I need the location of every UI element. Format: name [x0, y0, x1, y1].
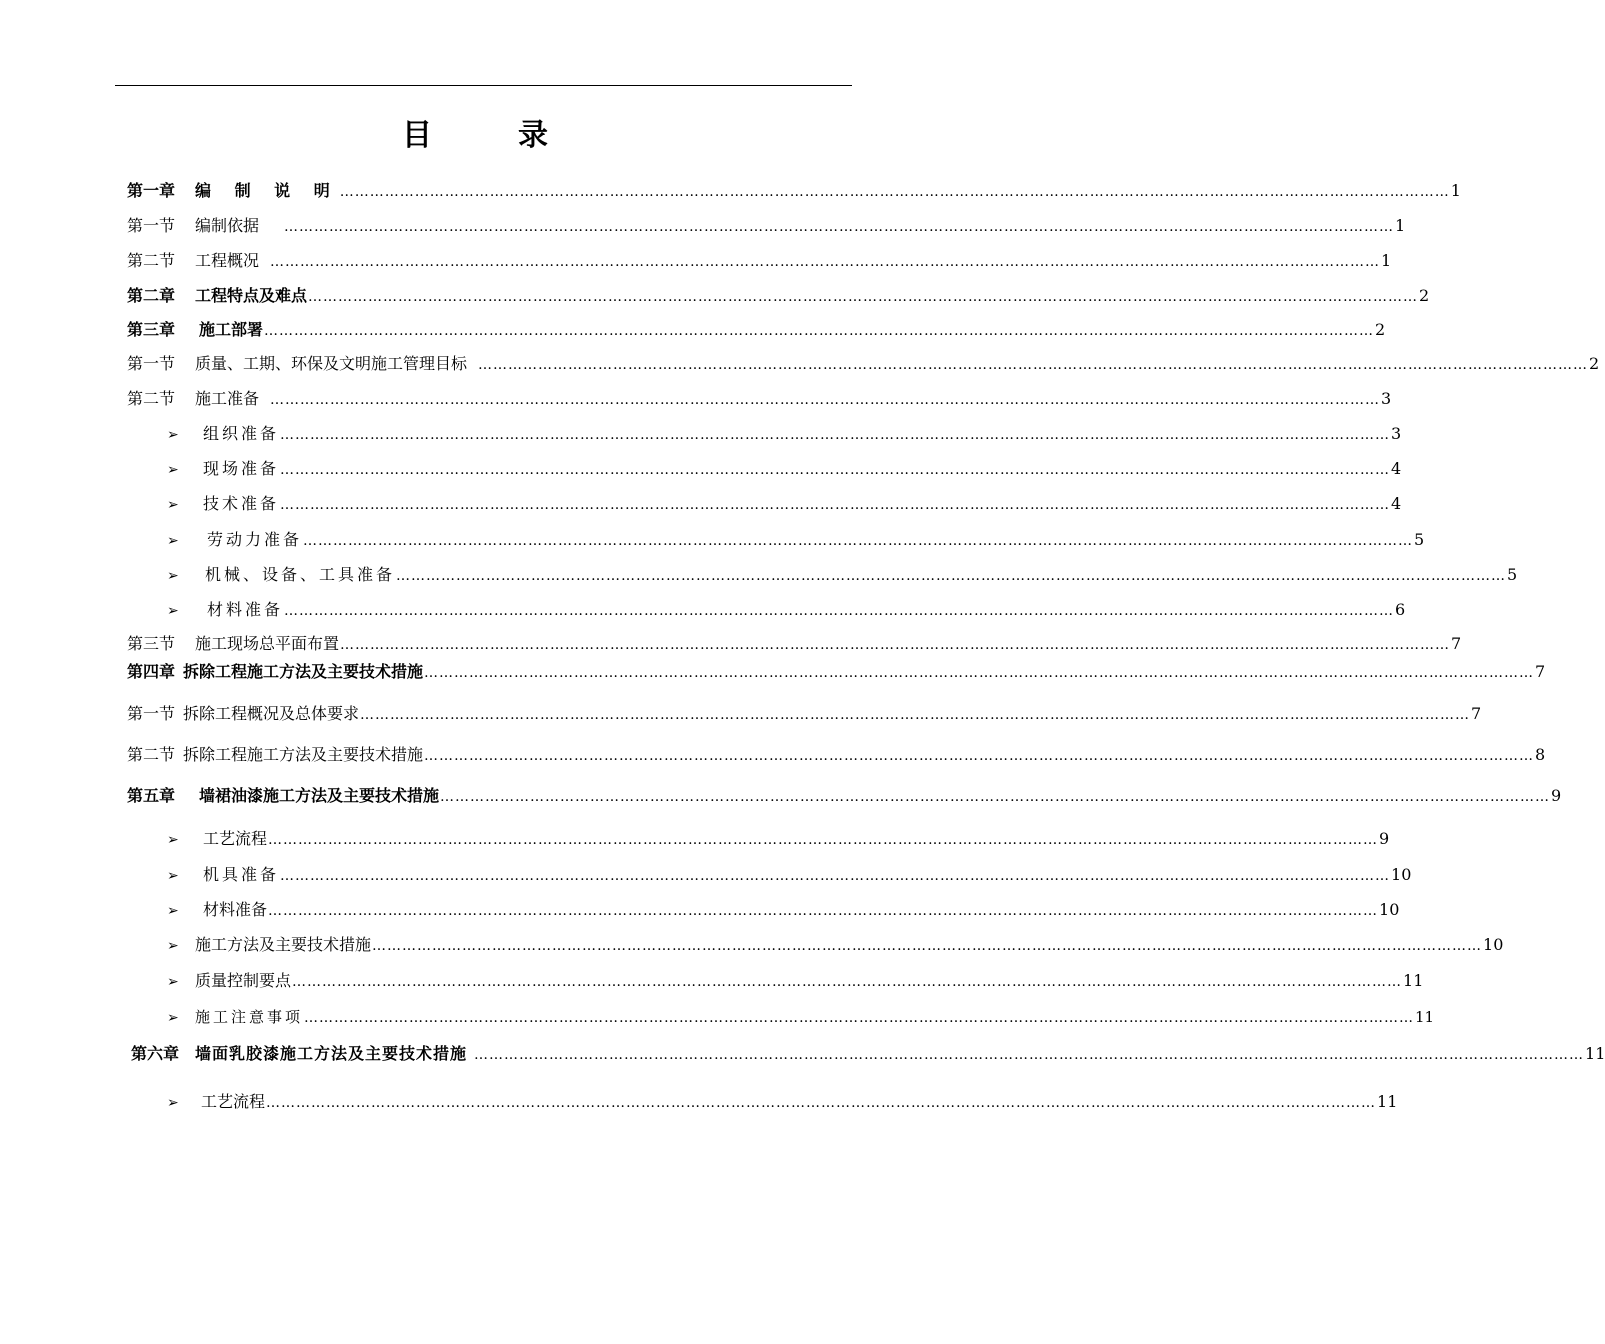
- entry-text: 质量、工期、环保及文明施工管理目标: [195, 354, 468, 373]
- toc-entry-section[interactable]: [127, 702, 1482, 726]
- toc-entry-chapter-6[interactable]: [131, 1042, 1605, 1066]
- entry-text: 编 制 说 明: [195, 181, 339, 200]
- page-number: 9: [1379, 829, 1390, 848]
- arrow-bullet-icon: ➢: [167, 832, 179, 848]
- entry-text: 拆除工程施工方法及主要技术措施: [183, 662, 424, 681]
- arrow-bullet-icon: ➢: [167, 603, 179, 619]
- toc-entry-item[interactable]: [167, 563, 1518, 587]
- page-number: 4: [1391, 494, 1402, 513]
- toc-entry-section[interactable]: [127, 632, 1462, 656]
- entry-number: 第三章: [127, 320, 176, 339]
- leader-dots: ……………………………………………………………………………………………………………………………………………………………………………………………………: [304, 1010, 1415, 1026]
- entry-text: 拆除工程概况及总体要求: [183, 704, 360, 723]
- page-number: 5: [1414, 530, 1425, 549]
- page-number: 2: [1589, 354, 1600, 373]
- entry-text: 材料准备: [207, 600, 284, 619]
- toc-entry-item[interactable]: [167, 933, 1504, 957]
- page-number: 2: [1375, 320, 1386, 339]
- entry-text: 工程特点及难点: [195, 286, 308, 305]
- page-number: 10: [1391, 865, 1412, 884]
- entry-number: 第一节: [127, 704, 176, 723]
- page-number: 11: [1377, 1092, 1398, 1111]
- page-number: 5: [1507, 565, 1518, 584]
- leader-dots: ……………………………………………………………………………………………………………………………………………………………………………………………………: [280, 462, 1391, 478]
- arrow-bullet-icon: ➢: [167, 1095, 179, 1111]
- toc-title: 目 录: [402, 118, 576, 153]
- leader-dots: ……………………………………………………………………………………………………………………………………………………………………………………………………: [396, 568, 1507, 584]
- page-number: 1: [1395, 216, 1406, 235]
- entry-number: 第三节: [127, 634, 176, 653]
- arrow-bullet-icon: ➢: [167, 462, 179, 478]
- page-number: 7: [1471, 704, 1482, 723]
- arrow-bullet-icon: ➢: [167, 1010, 179, 1026]
- leader-dots: ……………………………………………………………………………………………………………………………………………………………………………………………………: [308, 289, 1419, 305]
- leader-dots: ……………………………………………………………………………………………………………………………………………………………………………………………………: [270, 254, 1381, 270]
- page-number: 1: [1381, 251, 1392, 270]
- toc-entry-item[interactable]: [167, 528, 1425, 552]
- leader-dots: ……………………………………………………………………………………………………………………………………………………………………………………………………: [340, 637, 1451, 653]
- page-number: 8: [1535, 745, 1546, 764]
- page-number: 9: [1551, 786, 1562, 805]
- leader-dots: ……………………………………………………………………………………………………………………………………………………………………………………………………: [424, 665, 1535, 681]
- entry-text: 工艺流程: [203, 829, 268, 848]
- leader-dots: ……………………………………………………………………………………………………………………………………………………………………………………………………: [339, 184, 1450, 200]
- entry-number: 第一节: [127, 216, 176, 235]
- entry-number: 第六章: [131, 1044, 180, 1063]
- entry-text: 墙裙油漆施工方法及主要技术措施: [199, 786, 440, 805]
- leader-dots: ……………………………………………………………………………………………………………………………………………………………………………………………………: [360, 707, 1471, 723]
- entry-number: 第二章: [127, 286, 176, 305]
- entry-text: 组织准备: [203, 424, 280, 443]
- entry-text: 施工部署: [199, 320, 264, 339]
- page-number: 2: [1419, 286, 1430, 305]
- arrow-bullet-icon: ➢: [167, 938, 179, 954]
- leader-dots: ……………………………………………………………………………………………………………………………………………………………………………………………………: [303, 533, 1414, 549]
- entry-text: 机具准备: [203, 865, 280, 884]
- leader-dots: ……………………………………………………………………………………………………………………………………………………………………………………………………: [292, 974, 1403, 990]
- toc-entry-chapter-3[interactable]: [127, 318, 1386, 342]
- arrow-bullet-icon: ➢: [167, 427, 179, 443]
- toc-entry-section[interactable]: [127, 387, 1392, 411]
- leader-dots: ……………………………………………………………………………………………………………………………………………………………………………………………………: [474, 1047, 1585, 1063]
- leader-dots: ……………………………………………………………………………………………………………………………………………………………………………………………………: [280, 868, 1391, 884]
- leader-dots: ……………………………………………………………………………………………………………………………………………………………………………………………………: [264, 323, 1375, 339]
- toc-entry-section[interactable]: [127, 249, 1392, 273]
- leader-dots: ……………………………………………………………………………………………………………………………………………………………………………………………………: [424, 748, 1535, 764]
- leader-dots: ……………………………………………………………………………………………………………………………………………………………………………………………………: [266, 1095, 1377, 1111]
- leader-dots: ……………………………………………………………………………………………………………………………………………………………………………………………………: [268, 832, 1379, 848]
- leader-dots: ……………………………………………………………………………………………………………………………………………………………………………………………………: [284, 219, 1395, 235]
- entry-number: 第四章: [127, 662, 176, 681]
- entry-text: 施工现场总平面布置: [195, 634, 340, 653]
- toc-entry-item[interactable]: [167, 1005, 1435, 1029]
- page-number: 11: [1415, 1008, 1435, 1026]
- leader-dots: ……………………………………………………………………………………………………………………………………………………………………………………………………: [372, 938, 1483, 954]
- entry-text: 材料准备: [203, 900, 268, 919]
- entry-text: 编制依据: [195, 216, 260, 235]
- toc-entry-item[interactable]: [167, 492, 1402, 516]
- entry-text: 技术准备: [203, 494, 280, 513]
- page-number: 11: [1403, 971, 1424, 990]
- toc-entry-section[interactable]: [127, 214, 1406, 238]
- leader-dots: ……………………………………………………………………………………………………………………………………………………………………………………………………: [478, 357, 1589, 373]
- entry-text: 工程概况: [195, 251, 260, 270]
- leader-dots: ……………………………………………………………………………………………………………………………………………………………………………………………………: [280, 427, 1391, 443]
- arrow-bullet-icon: ➢: [167, 533, 179, 549]
- toc-entry-item[interactable]: [167, 969, 1424, 993]
- entry-text: 质量控制要点: [195, 971, 292, 990]
- arrow-bullet-icon: ➢: [167, 868, 179, 884]
- entry-number: 第二节: [127, 745, 176, 764]
- page-number: 4: [1391, 459, 1402, 478]
- entry-text: 现场准备: [203, 459, 280, 478]
- leader-dots: ……………………………………………………………………………………………………………………………………………………………………………………………………: [440, 789, 1551, 805]
- leader-dots: ……………………………………………………………………………………………………………………………………………………………………………………………………: [268, 903, 1379, 919]
- page-number: 3: [1381, 389, 1392, 408]
- toc-entry-item[interactable]: [167, 827, 1390, 851]
- toc-entry-chapter-1[interactable]: [127, 179, 1461, 203]
- leader-dots: ……………………………………………………………………………………………………………………………………………………………………………………………………: [280, 497, 1391, 513]
- entry-number: 第一节: [127, 354, 176, 373]
- entry-text: 施工准备: [195, 389, 260, 408]
- arrow-bullet-icon: ➢: [167, 568, 179, 584]
- toc-entry-chapter-4[interactable]: [127, 660, 1546, 684]
- leader-dots: ……………………………………………………………………………………………………………………………………………………………………………………………………: [284, 603, 1395, 619]
- arrow-bullet-icon: ➢: [167, 497, 179, 513]
- entry-number: 第五章: [127, 786, 176, 805]
- entry-text: 劳动力准备: [207, 530, 303, 549]
- page-number: 11: [1585, 1044, 1605, 1063]
- entry-number: 第一章: [127, 181, 176, 200]
- page-number: 3: [1391, 424, 1402, 443]
- page-number: 6: [1395, 600, 1406, 619]
- page-number: 1: [1450, 181, 1461, 200]
- toc-entry-section[interactable]: [127, 743, 1546, 767]
- page-number: 7: [1451, 634, 1462, 653]
- leader-dots: ……………………………………………………………………………………………………………………………………………………………………………………………………: [270, 392, 1381, 408]
- entry-number: 第二节: [127, 389, 176, 408]
- entry-number: 第二节: [127, 251, 176, 270]
- entry-text: 墙面乳胶漆施工方法及主要技术措施: [195, 1044, 468, 1063]
- toc-entry-item[interactable]: [167, 422, 1402, 446]
- arrow-bullet-icon: ➢: [167, 974, 179, 990]
- page-number: 10: [1379, 900, 1400, 919]
- entry-text: 施工注意事项: [195, 1008, 304, 1026]
- page-number: 7: [1535, 662, 1546, 681]
- toc-entry-chapter-5[interactable]: [127, 784, 1562, 808]
- entry-text: 机械、设备、工具准备: [205, 565, 396, 584]
- toc-entry-item[interactable]: [167, 1090, 1398, 1114]
- toc-entry-item[interactable]: [167, 863, 1412, 887]
- entry-text: 施工方法及主要技术措施: [195, 935, 372, 954]
- entry-text: 工艺流程: [201, 1092, 266, 1111]
- toc-entry-chapter-2[interactable]: [127, 284, 1430, 308]
- toc-entry-item[interactable]: [167, 457, 1402, 481]
- toc-entry-item[interactable]: [167, 598, 1406, 622]
- toc-entry-section[interactable]: [127, 352, 1600, 376]
- arrow-bullet-icon: ➢: [167, 903, 179, 919]
- entry-text: 拆除工程施工方法及主要技术措施: [183, 745, 424, 764]
- page-number: 10: [1483, 935, 1504, 954]
- toc-entry-item[interactable]: [167, 898, 1400, 922]
